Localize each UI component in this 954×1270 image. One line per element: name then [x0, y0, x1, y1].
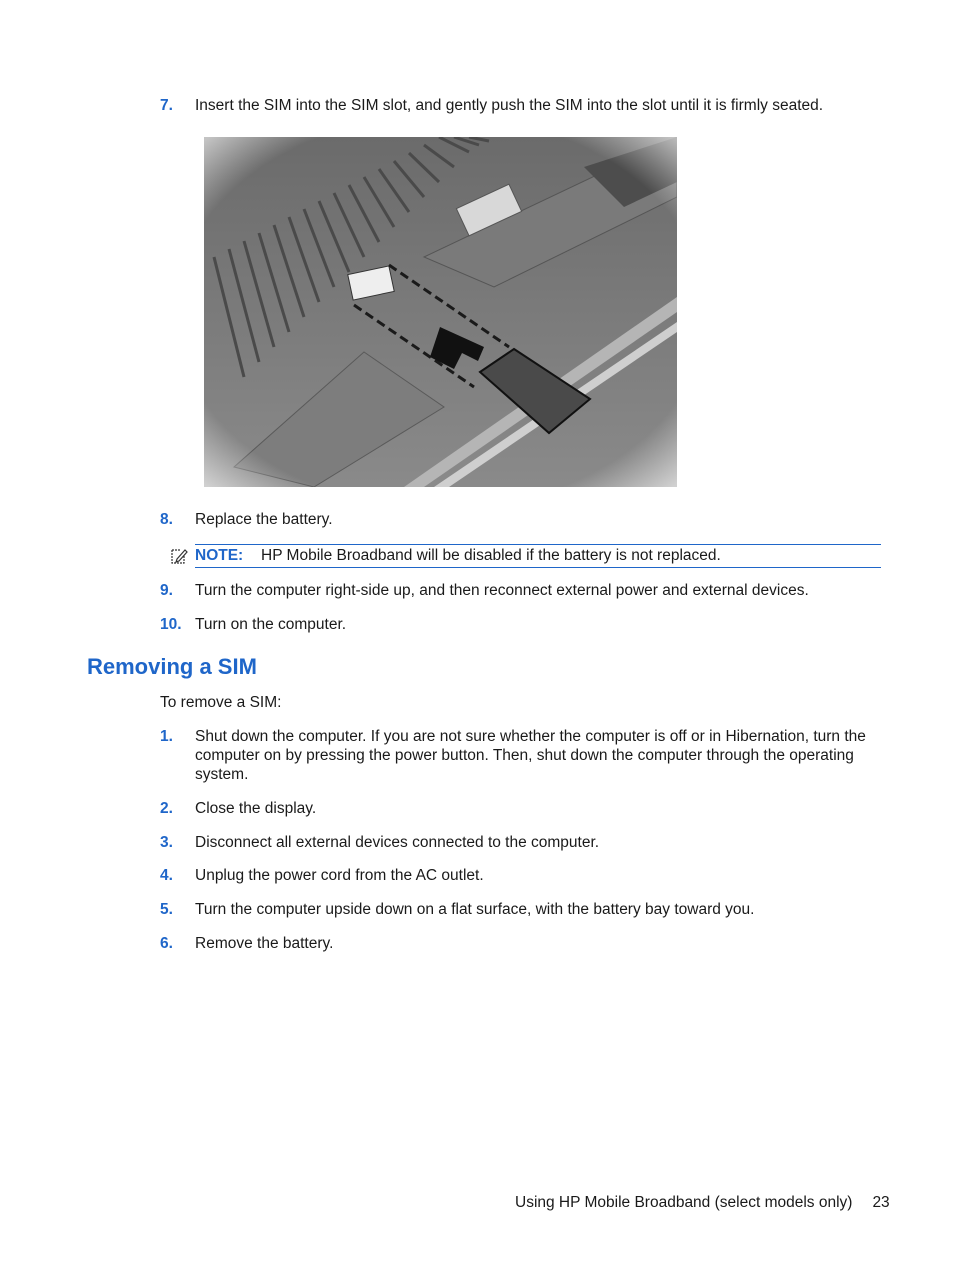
step-number: 6. — [160, 935, 173, 952]
step-text: Remove the battery. — [195, 935, 334, 952]
step-7 — [160, 96, 882, 115]
remove-step-4 — [160, 866, 882, 885]
step-10 — [160, 615, 882, 634]
remove-step-5 — [160, 900, 882, 919]
step-text: Close the display. — [195, 800, 317, 817]
step-number: 4. — [160, 867, 173, 884]
step-text: Turn the computer right-side up, and then reconnect external power and external devices. — [195, 582, 809, 599]
step-number: 8. — [160, 511, 173, 528]
remove-step-6 — [160, 934, 882, 953]
remove-step-1 — [160, 727, 882, 784]
step-9 — [160, 581, 882, 600]
step-text: Turn on the computer. — [195, 616, 347, 633]
step-8 — [160, 510, 882, 529]
section-heading: Removing a SIM — [87, 654, 257, 679]
step-number: 5. — [160, 901, 173, 918]
note-pencil-icon — [170, 547, 188, 565]
step-number: 9. — [160, 582, 173, 599]
footer-title: Using HP Mobile Broadband (select models only) — [515, 1194, 853, 1211]
step-number: 2. — [160, 800, 173, 817]
step-number: 1. — [160, 728, 173, 745]
section-intro: To remove a SIM: — [160, 694, 282, 711]
step-number: 10. — [160, 616, 182, 633]
remove-step-2 — [160, 799, 882, 818]
note-box — [195, 544, 881, 568]
sim-insertion-illustration — [204, 137, 677, 487]
page-number: 23 — [872, 1194, 890, 1211]
note-label: NOTE: — [195, 547, 244, 564]
step-number: 3. — [160, 834, 173, 851]
step-number: 7. — [160, 97, 173, 114]
step-text: Shut down the computer. If you are not sure whether the computer is off or in Hibernation, turn the computer on by pressing the power button. Then, shut down the computer through the operating system. — [195, 728, 866, 783]
step-text: Turn the computer upside down on a flat surface, with the battery bay toward you. — [195, 901, 755, 918]
page-footer — [515, 1193, 890, 1212]
step-text: Insert the SIM into the SIM slot, and gently push the SIM into the slot until it is firmly seated. — [195, 97, 824, 114]
step-text: Disconnect all external devices connected to the computer. — [195, 834, 600, 851]
note-text: HP Mobile Broadband will be disabled if the battery is not replaced. — [261, 547, 721, 564]
remove-step-3 — [160, 833, 882, 852]
step-text: Unplug the power cord from the AC outlet. — [195, 867, 484, 884]
step-text: Replace the battery. — [195, 511, 333, 528]
